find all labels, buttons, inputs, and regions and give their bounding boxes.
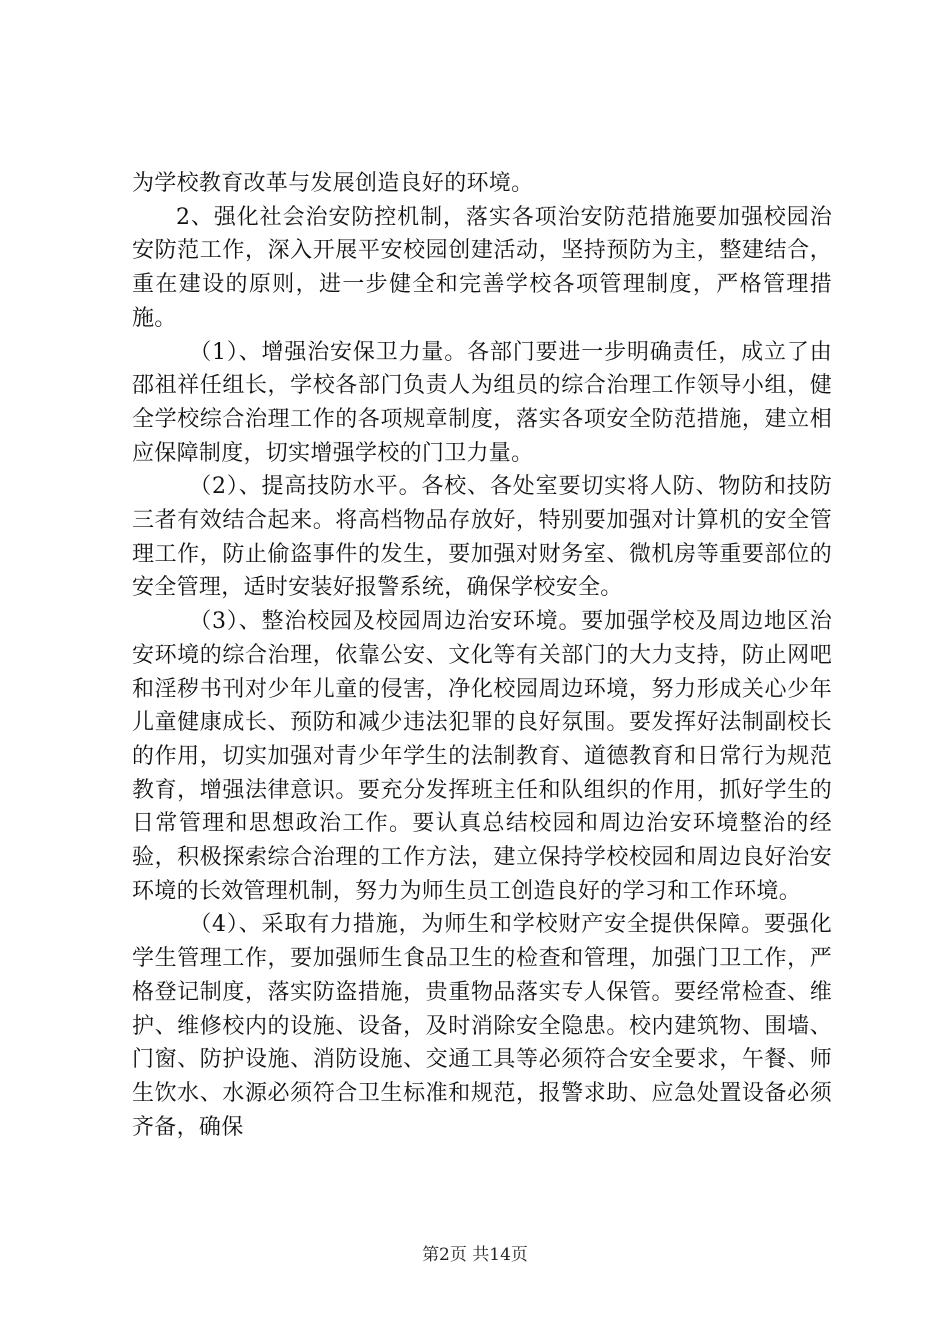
paragraph-item-3: （3）、整治校园及校园周边治安环境。要加强学校及周边地区治安环境的综合治理，依靠公安、文化等有关部门的大力支持，防止网吧和淫秽书刊对少年儿童的侵害，净化校园周边环境，努力形成关心少年儿童健康成长、预防和减少违法犯罪的良好氛围。要发挥好法制副校长的作用，切实加强对青少年学生的法制教育、道德教育和日常行为规范教育，增强法律意识。要充分发挥班主任和队组织的作用，抓好学生的日常管理和思想政治工作。要认真总结校园和周边治安环境整治的经验，积极探索综合治理的工作方法，建立保持学校校园和周边良好治安环境的长效管理机制，努力为师生员工创造良好的学习和工作环境。 <box>132 609 832 904</box>
page-number-footer: 第2页 共14页 <box>422 1245 528 1265</box>
paragraph-continuation: 为学校教育改革与发展创造良好的环境。 <box>132 171 534 196</box>
paragraph-item-2: （2）、提高技防水平。各校、各处室要切实将人防、物防和技防三者有效结合起来。将高档物品存放好，特别要加强对计算机的安全管理工作，防止偷盗事件的发生，要加强对财务室、微机房等重要部位的安全管理，适时安装好报警系统，确保学校安全。 <box>132 474 832 601</box>
paragraph-item-1: （1）、增强治安保卫力量。各部门要进一步明确责任，成立了由邵祖祥任组长，学校各部门负责人为组员的综合治理工作领导小组，健全学校综合治理工作的各项规章制度，落实各项安全防范措施，建立相应保障制度，切实增强学校的门卫力量。 <box>132 339 832 466</box>
paragraph-section-2: 2、强化社会治安防控机制，落实各项治安防范措施要加强校园治安防范工作，深入开展平安校园创建活动，坚持预防为主，整建结合，重在建设的原则，进一步健全和完善学校各项管理制度，严格管理措施。 <box>132 204 832 331</box>
document-body <box>132 167 832 1144</box>
paragraph-item-4: （4）、采取有力措施，为师生和学校财产安全提供保障。要强化学生管理工作，要加强师生食品卫生的检查和管理，加强门卫工作，严格登记制度，落实防盗措施，贵重物品落实专人保管。要经常检查、维护、维修校内的设施、设备，及时消除安全隐患。校内建筑物、围墙、门窗、防护设施、消防设施、交通工具等必须符合安全要求，午餐、师生饮水、水源必须符合卫生标准和规范，报警求助、应急处置设备必须齐备，确保 <box>132 912 832 1140</box>
